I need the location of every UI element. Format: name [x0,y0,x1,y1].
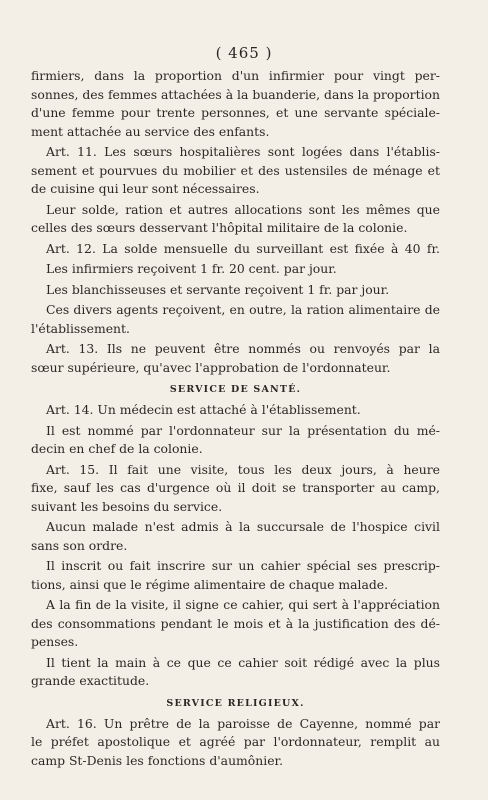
text-line: Art. 13. Ils ne peuvent être nommés ou renvoyés par la [46,341,440,356]
text-line: Leur solde, ration et autres allocations sont les mêmes que [46,201,440,217]
text-line: Art. 16. Un prêtre de la paroisse de Cayenne, nommé par [46,715,440,731]
section-heading: SERVICE RELIGIEUX. [166,697,305,709]
text-line: A la fin de la visite, il signe ce cahier, qui sert à l'appréciation [46,597,440,612]
text-line: des consommations pendant le mois et à la justification des dé- [31,615,440,631]
text-line: Art. 11. Les sœurs hospitalières sont logées dans l'établis- [46,144,440,159]
text-line: tions, ainsi que le régime alimentaire de chaque malade. [31,576,389,592]
text-line: d'une femme pour trente personnes, et une servante spéciale- [31,105,440,120]
text-line: sans son ordre. [31,537,128,553]
text-line: suivant les besoins du service. [31,498,223,514]
text-line: Il tient la main à ce que ce cahier soit rédigé avec la plus [46,654,440,670]
text-line: fixe, sauf les cas d'urgence où il doit se transporter au camp, [31,480,440,495]
text-line: l'établissement. [31,320,130,336]
text-line: Art. 12. La solde mensuelle du surveillant est fixée à 40 fr. [46,240,440,256]
text-line: Aucun malade n'est admis à la succursale de l'hospice civil [46,519,440,534]
text-line: Les blanchisseuses et servante reçoivent 1 fr. par jour. [46,281,390,297]
text-line: le préfet apostolique et agréé par l'ordonnateur, remplit au [31,734,440,749]
text-line: ment attachée au service des enfants. [31,123,270,139]
text-line: firmiers, dans la proportion d'un infirmier pour vingt per- [31,68,440,83]
text-line: grande exactitude. [31,673,150,688]
body-text [31,67,440,770]
text-line: Art. 15. Il fait une visite, tous les deux jours, à heure [46,461,440,477]
section-heading: SERVICE DE SANTÉ. [169,384,302,395]
text-line: celles des sœurs desservant l'hôpital militaire de la colonie. [31,220,408,235]
text-line: penses. [31,634,79,649]
text-line: sement et pourvues du mobilier et des ustensiles de ménage et [31,162,440,178]
text-line: Ces divers agents reçoivent, en outre, la ration alimentaire de [46,302,440,317]
page-number: ( 465 ) [215,44,273,62]
text-line: sonnes, des femmes attachées à la buanderie, dans la proportion [31,86,440,102]
text-line: Il inscrit ou fait inscrire sur un cahier spécial ses prescrip- [46,558,440,573]
text-line: sœur supérieure, qu'avec l'approbation de l'ordonnateur. [31,359,391,375]
text-line: camp St-Denis les fonctions d'aumônier. [31,752,284,768]
text-line: Il est nommé par l'ordonnateur sur la présentation du mé- [46,422,440,438]
text-line: Les infirmiers reçoivent 1 fr. 20 cent. par jour. [46,261,337,276]
text-line: decin en chef de la colonie. [31,441,203,456]
text-line: Art. 14. Un médecin est attaché à l'établissement. [46,402,361,417]
text-line: de cuisine qui leur sont nécessaires. [31,181,260,196]
